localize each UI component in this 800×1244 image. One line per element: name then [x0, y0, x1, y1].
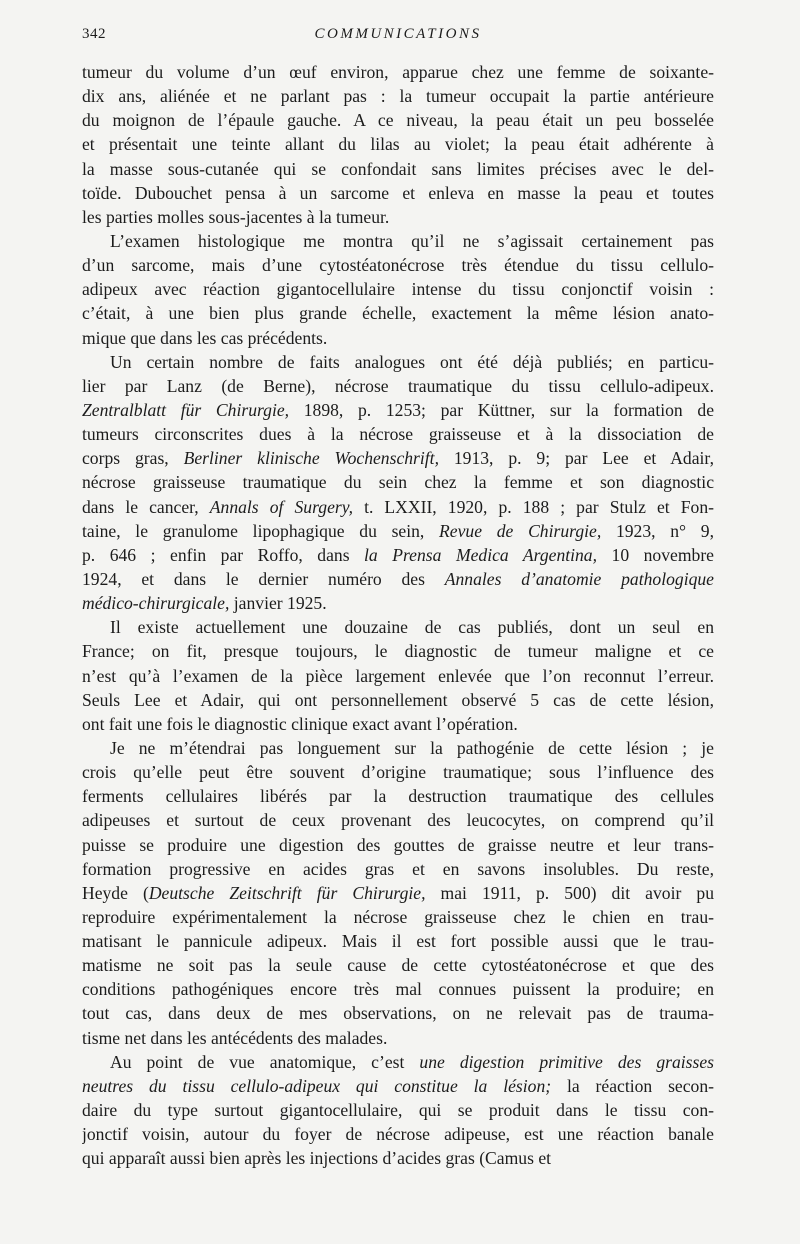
paragraph	[82, 1050, 714, 1171]
text-line: ont fait une fois le diagnostic clinique exact avant l’opération.	[82, 713, 518, 734]
text-line: Je ne m’étendrai pas longuement sur la pathogénie de cette lésion ; je	[110, 737, 714, 758]
text-line: puisse se produire une digestion des gouttes de graisse neutre et leur trans-	[82, 834, 714, 855]
text-line: la masse sous-cutanée qui se confondait sans limites précises avec le del-	[82, 158, 714, 179]
text-line: Heyde (Deutsche Zeitschrift für Chirurgie, mai 1911, p. 500) dit avoir pu	[82, 882, 714, 903]
italic-reference: Annals of Surgery,	[209, 496, 353, 517]
italic-reference: Berliner klinische Wochenschrift,	[183, 448, 439, 469]
running-head	[82, 26, 714, 50]
text-line: n’est qu’à l’examen de la pièce largement enlevée que l’on reconnut l’erreur.	[82, 665, 714, 686]
text-line: lier par Lanz (de Berne), nécrose traumatique du tissu cellulo-adipeux.	[82, 375, 714, 396]
text-line: matisme ne soit pas la seule cause de cette cytostéatonécrose et que des	[82, 955, 714, 976]
running-title: COMMUNICATIONS	[314, 26, 482, 42]
text-line: tumeur du volume d’un œuf environ, apparue chez une femme de soixante-	[82, 62, 714, 82]
text-line: matisant le pannicule adipeux. Mais il est fort possible aussi que le trau-	[82, 931, 714, 952]
text-line: Il existe actuellement une douzaine de cas publiés, dont un seul en	[110, 617, 714, 638]
text-line: reproduire expérimentalement la nécrose graisseuse chez le chien en trau-	[82, 906, 714, 927]
text-line: d’un sarcome, mais d’une cytostéatonécrose très étendue du tissu cellulo-	[82, 255, 714, 276]
italic-reference: Deutsche Zeitschrift für Chirurgie,	[148, 882, 426, 903]
text-line: neutres du tissu cellulo-adipeux qui constitue la lésion; la réaction secon-	[82, 1075, 714, 1096]
text-line: du moignon de l’épaule gauche. A ce niveau, la peau était un peu bosselée	[82, 110, 714, 131]
text-line: Zentralblatt für Chirurgie, 1898, p. 1253; par Küttner, sur la formation de	[82, 399, 714, 420]
text-line: Un certain nombre de faits analogues ont été déjà publiés; en particu-	[110, 351, 714, 372]
text-line: adipeuses et surtout de ceux provenant des leucocytes, on comprend qu’il	[82, 810, 714, 831]
text-line: c’était, à une bien plus grande échelle, exactement la même lésion anato-	[82, 303, 714, 324]
paragraph	[82, 60, 714, 229]
text-line: daire du type surtout gigantocellulaire, qui se produit dans le tissu con-	[82, 1100, 714, 1121]
text-line: mique que dans les cas précédents.	[82, 327, 328, 348]
paragraph	[82, 350, 714, 616]
text-line: tumeurs circonscrites dues à la nécrose graisseuse et à la dissociation de	[82, 424, 714, 445]
italic-reference: Annales d’anatomie pathologique	[444, 568, 714, 589]
text-line: Au point de vue anatomique, c’est une digestion primitive des graisses	[110, 1051, 714, 1072]
text-line: France; on fit, presque toujours, le diagnostic de tumeur maligne et ce	[82, 641, 714, 662]
text-line: p. 646 ; enfin par Roffo, dans la Prensa Medica Argentina, 10 novembre	[82, 544, 714, 565]
text-line: formation progressive en acides gras et en savons insolubles. Du reste,	[82, 858, 714, 879]
text-line: conditions pathogéniques encore très mal connues puissent la produire; en	[82, 979, 714, 1000]
text-line: dix ans, aliénée et ne parlant pas : la tumeur occupait la partie antérieure	[82, 86, 714, 107]
italic-reference: la Prensa Medica Argentina,	[364, 544, 598, 565]
italic-reference: neutres du tissu cellulo-adipeux qui constitue la lésion;	[82, 1075, 552, 1096]
text-line: jonctif voisin, autour du foyer de nécrose adipeuse, est une réaction banale	[82, 1124, 714, 1145]
italic-reference: Revue de Chirurgie,	[439, 520, 602, 541]
text-line: corps gras, Berliner klinische Wochenschrift, 1913, p. 9; par Lee et Adair,	[82, 448, 714, 469]
italic-reference: une digestion primitive des graisses	[419, 1051, 714, 1072]
text-line: qui apparaît aussi bien après les injections d’acides gras (Camus et	[82, 1148, 552, 1169]
text-line: Seuls Lee et Adair, qui ont personnellement observé 5 cas de cette lésion,	[82, 689, 714, 710]
paragraph	[82, 229, 714, 350]
text-line: crois qu’elle peut être souvent d’origine traumatique; sous l’influence des	[82, 762, 714, 783]
text-line: toïde. Dubouchet pensa à un sarcome et enleva en masse la peau et toutes	[82, 182, 714, 203]
text-line: ferments cellulaires libérés par la destruction traumatique des cellules	[82, 786, 714, 807]
page-number: 342	[82, 26, 106, 42]
text-line: 1924, et dans le dernier numéro des Annales d’anatomie pathologique	[82, 568, 714, 589]
text-line: L’examen histologique me montra qu’il ne s’agissait certainement pas	[110, 230, 714, 251]
text-line: et présentait une teinte allant du lilas au violet; la peau était adhérente à	[82, 134, 714, 155]
text-line: médico-chirurgicale, janvier 1925.	[82, 593, 327, 614]
body-text	[82, 60, 714, 1170]
text-line: adipeux avec réaction gigantocellulaire intense du tissu conjonctif voisin :	[82, 279, 714, 300]
italic-reference: Zentralblatt für Chirurgie,	[82, 399, 290, 420]
text-line: nécrose graisseuse traumatique du sein chez la femme et son diagnostic	[82, 472, 714, 493]
text-line: taine, le granulome lipophagique du sein, Revue de Chirurgie, 1923, n° 9,	[82, 520, 714, 541]
text-line: dans le cancer, Annals of Surgery, t. LXXII, 1920, p. 188 ; par Stulz et Fon-	[82, 496, 714, 517]
text-line: tout cas, dans deux de mes observations, on ne relevait pas de trauma-	[82, 1003, 714, 1024]
text-line: les parties molles sous-jacentes à la tumeur.	[82, 206, 390, 227]
italic-reference: médico-chirurgicale,	[82, 593, 230, 614]
paragraph	[82, 736, 714, 1050]
paragraph	[82, 615, 714, 736]
text-line: tisme net dans les antécédents des malades.	[82, 1027, 388, 1048]
